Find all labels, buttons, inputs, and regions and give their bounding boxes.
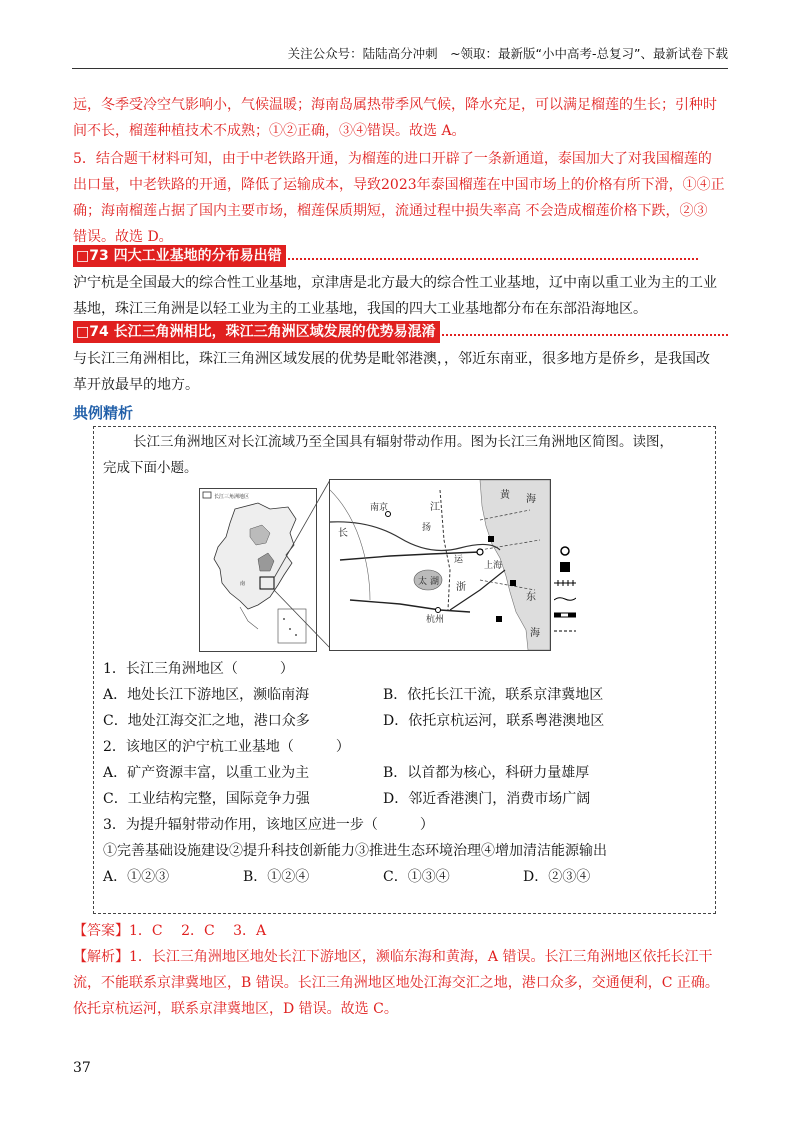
label-nanjing: 南京: [370, 503, 389, 513]
answer-continuation: [73, 92, 728, 144]
q2-option-b: B．以首都为核心，科研力量雄厚: [383, 765, 590, 781]
page-header: 关注公众号：陆陆高分冲刺 ~领取：最新版“小中高考-总复习”、最新试卷下载: [287, 46, 728, 61]
answer-text: 1．C 2．C 3．A: [129, 923, 267, 939]
text-line: [73, 944, 728, 970]
tip-73-heading: [73, 244, 698, 268]
legend-row: [554, 591, 582, 607]
tip-74-heading: [73, 320, 728, 344]
text-line: 间不长，榴莲种植技术不成熟；①②正确，③④错误。故选 A。: [73, 123, 466, 139]
railway-icon: [554, 611, 576, 619]
q3-option-b: B．①②④: [243, 869, 310, 885]
label-shanghai: 上海: [484, 561, 503, 571]
q1-option-b: B．依托长江干流，联系京津冀地区: [383, 687, 604, 703]
label-tai: 太: [418, 577, 428, 587]
section-title: 典例精析: [73, 404, 134, 422]
q3-option-c: C．①③④: [383, 869, 450, 885]
text-line: 依托京杭运河，联系京津冀地区，D 错误。故选 C。: [73, 1001, 398, 1017]
tip-74-body: [73, 346, 728, 398]
map-legend: [554, 543, 582, 639]
label-hu: 湖: [430, 577, 440, 587]
svg-text:南: 南: [240, 581, 246, 587]
delta-map-drawing: [330, 480, 550, 650]
label-hai-2: 海: [530, 628, 540, 639]
label-zhe: 浙: [456, 582, 466, 593]
tip-74-label: □74 长江三角洲相比，珠江三角洲区域发展的优势易混淆: [73, 321, 440, 343]
text-line: 5．结合题干材料可知，由于中老铁路开通，为榴莲的进口开辟了一条新通道，泰国加大了对我国榴莲的: [73, 151, 712, 167]
analysis-line1: 1．长江三角洲地区地处长江下游地区，濒临东海和黄海，A 错误。长江三角洲地区依托长江干: [129, 949, 713, 965]
legend-row: [554, 575, 582, 591]
q1-option-a: A．地处长江下游地区，濒临南海: [103, 687, 310, 703]
label-yang: 扬: [422, 523, 432, 533]
sea-route-icon: [554, 627, 576, 635]
q1-stem: 1．长江三角洲地区（ ）: [103, 661, 294, 677]
q3-items: ①完善基础设施建设②提升科技创新能力③推进生态环境治理④增加清洁能源输出: [103, 843, 607, 859]
label-huang: 黄: [500, 490, 510, 501]
legend-row: [554, 543, 582, 559]
label-chang: 长: [338, 528, 348, 539]
tip-73-body: [73, 270, 728, 322]
text-line: 与长江三角洲相比，珠江三角洲区域发展的优势是毗邻港澳，，邻近东南亚，很多地方是侨乡，是我国改: [73, 351, 710, 367]
dotted-leader: [442, 334, 728, 336]
text-line: 革开放最早的地方。: [73, 377, 199, 393]
city-icon: [554, 545, 576, 557]
canal-icon: [554, 579, 576, 587]
text-line: 远，冬季受冷空气影响小，气候温暖；海南岛属热带季风气候，降水充足，可以满足榴莲的生长；引种时: [73, 97, 717, 113]
dotted-leader: [288, 258, 698, 260]
header-divider: [72, 68, 728, 69]
analysis-block: [73, 944, 728, 1022]
text-line: 错误。故选 D。: [73, 229, 173, 245]
example-intro-line1: 长江三角洲地区对长江流域乃至全国具有辐射带动作用。图为长江三角洲地区简图。读图，: [133, 434, 673, 450]
example-intro-line2: 完成下面小题。: [103, 460, 198, 476]
q2-stem: 2．该地区的沪宁杭工业基地（ ）: [103, 739, 350, 755]
q2-option-d: D．邻近香港澳门，消费市场广阔: [383, 791, 591, 807]
map-connector: [270, 478, 332, 653]
legend-row: [554, 607, 582, 623]
q2-option-a: A．矿产资源丰富，以重工业为主: [103, 765, 310, 781]
q3-option-a: A．①②③: [103, 869, 170, 885]
port-icon: [554, 561, 576, 573]
answer-label: 【答案】: [73, 923, 129, 939]
legend-row: [554, 623, 582, 639]
label-hai: 海: [526, 494, 536, 505]
tip-73-label: □73 四大工业基地的分布易出错: [73, 245, 286, 267]
q1-option-d: D．依托京杭运河，联系粤港澳地区: [383, 713, 605, 729]
text-line: 流，不能联系京津冀地区，B 错误。长江三角洲地区地处江海交汇之地，港口众多，交通便利，C 正确。: [73, 975, 719, 991]
label-yun: 运: [454, 555, 464, 565]
text-line: 基地，珠江三角洲是以轻工业为主的工业基地，我国的四大工业基地都分布在东部沿海地区。: [73, 301, 647, 317]
river-icon: [554, 595, 576, 603]
label-dong: 东: [526, 592, 536, 603]
analysis-label: 【解析】: [73, 949, 129, 965]
inset-title: 长江三角洲地区: [214, 494, 250, 500]
text-line: 出口量，中老铁路的开通，降低了运输成本，导致2023年泰国榴莲在中国市场上的价格有所下滑，①④正: [73, 177, 725, 193]
q3-stem: 3．为提升辐射带动作用，该地区应进一步（ ）: [103, 817, 434, 833]
answer-line: [73, 918, 728, 944]
yangtze-delta-map: [329, 479, 551, 651]
page-number: 37: [73, 1060, 91, 1076]
q3-option-d: D．②③④: [523, 869, 591, 885]
label-jiang: 江: [430, 502, 440, 513]
text-line: 确；海南榴莲占据了国内主要市场，榴莲保质期短，流通过程中损失率高 不会造成榴莲价格下跌，②③: [73, 203, 708, 219]
label-hangzhou: 杭州: [426, 615, 445, 625]
text-line: 沪宁杭是全国最大的综合性工业基地，京津唐是北方最大的综合性工业基地，辽中南以重工业为主的工业: [73, 275, 717, 291]
legend-row: [554, 559, 582, 575]
answer-item-5: [73, 146, 728, 250]
q1-option-c: C．地处江海交汇之地，港口众多: [103, 713, 310, 729]
q2-option-c: C．工业结构完整，国际竞争力强: [103, 791, 310, 807]
